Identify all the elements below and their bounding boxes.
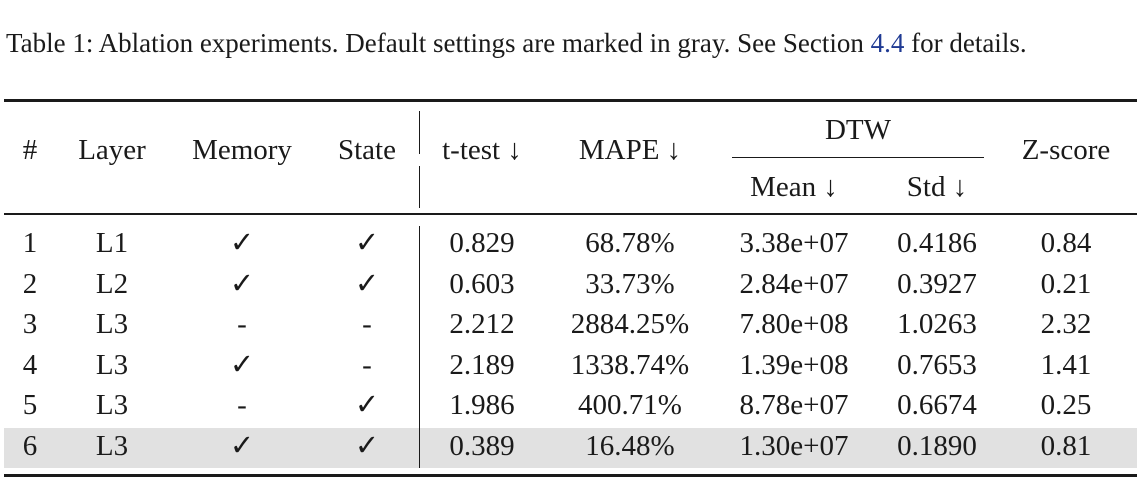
column-divider: [419, 166, 420, 208]
header-dtw-mean: Mean ↓: [750, 171, 838, 203]
cell-memory: ✓: [229, 227, 255, 259]
cell-layer: L3: [95, 389, 129, 421]
cell-state: ✓: [354, 389, 380, 421]
cell-ttest: 0.603: [449, 268, 515, 300]
cell-std: 0.1890: [897, 430, 977, 462]
header-dtw: DTW: [824, 114, 892, 146]
cell-ttest: 0.389: [449, 430, 515, 462]
cell-std: 0.3927: [897, 268, 977, 300]
cell-state: ✓: [354, 268, 380, 300]
cell-mean: 7.80e+08: [739, 308, 849, 340]
cell-num: 3: [22, 308, 38, 340]
cell-z: 0.84: [1040, 227, 1092, 259]
cell-mean: 1.30e+07: [739, 430, 849, 462]
cell-num: 2: [22, 268, 38, 300]
cell-std: 1.0263: [897, 308, 977, 340]
cell-mape: 16.48%: [585, 430, 675, 462]
cell-memory: -: [237, 308, 247, 340]
cell-state: -: [362, 349, 372, 381]
table-bottom-rule: [4, 474, 1137, 477]
cell-memory: ✓: [229, 349, 255, 381]
table-caption: [6, 30, 1027, 57]
header-state: State: [338, 134, 396, 166]
cell-num: 1: [22, 227, 38, 259]
cell-std: 0.6674: [897, 389, 977, 421]
caption-prefix: Table 1: Ablation experiments. Default settings are marked in gray. See Section: [6, 28, 871, 58]
cell-state: ✓: [354, 430, 380, 462]
cell-ttest: 2.212: [449, 308, 515, 340]
cell-layer: L3: [95, 349, 129, 381]
cell-state: ✓: [354, 227, 380, 259]
cell-z: 1.41: [1040, 349, 1092, 381]
cell-ttest: 2.189: [449, 349, 515, 381]
cell-mape: 400.71%: [578, 389, 682, 421]
cell-mape: 68.78%: [585, 227, 675, 259]
cell-mean: 3.38e+07: [739, 227, 849, 259]
cell-layer: L1: [95, 227, 129, 259]
table-top-rule: [4, 99, 1137, 102]
cell-memory: ✓: [229, 430, 255, 462]
cell-mean: 2.84e+07: [739, 268, 849, 300]
header-num: #: [22, 134, 38, 166]
cell-std: 0.7653: [897, 349, 977, 381]
cell-z: 0.81: [1040, 430, 1092, 462]
cell-z: 0.21: [1040, 268, 1092, 300]
cell-state: -: [362, 308, 372, 340]
dtw-group-rule: [732, 157, 984, 158]
cell-layer: L3: [95, 308, 129, 340]
cell-layer: L2: [95, 268, 129, 300]
cell-memory: ✓: [229, 268, 255, 300]
cell-mean: 8.78e+07: [739, 389, 849, 421]
cell-memory: -: [237, 389, 247, 421]
cell-ttest: 0.829: [449, 227, 515, 259]
cell-mean: 1.39e+08: [739, 349, 849, 381]
cell-num: 5: [22, 389, 38, 421]
header-mape: MAPE ↓: [578, 134, 682, 166]
header-layer: Layer: [78, 134, 146, 166]
cell-num: 6: [22, 430, 38, 462]
cell-std: 0.4186: [897, 227, 977, 259]
cell-mape: 33.73%: [585, 268, 675, 300]
cell-z: 2.32: [1040, 308, 1092, 340]
section-reference-link[interactable]: 4.4: [870, 28, 905, 58]
cell-ttest: 1.986: [449, 389, 515, 421]
cell-mape: 1338.74%: [570, 349, 690, 381]
header-zscore: Z-score: [1021, 134, 1111, 166]
caption-suffix: for details.: [904, 28, 1027, 58]
cell-layer: L3: [95, 430, 129, 462]
cell-z: 0.25: [1040, 389, 1092, 421]
header-memory: Memory: [192, 134, 292, 166]
column-divider: [419, 226, 420, 468]
header-rule: [4, 213, 1137, 215]
cell-mape: 2884.25%: [570, 308, 690, 340]
header-dtw-std: Std ↓: [906, 171, 968, 203]
header-ttest: t-test ↓: [442, 134, 522, 166]
column-divider: [419, 111, 420, 154]
cell-num: 4: [22, 349, 38, 381]
